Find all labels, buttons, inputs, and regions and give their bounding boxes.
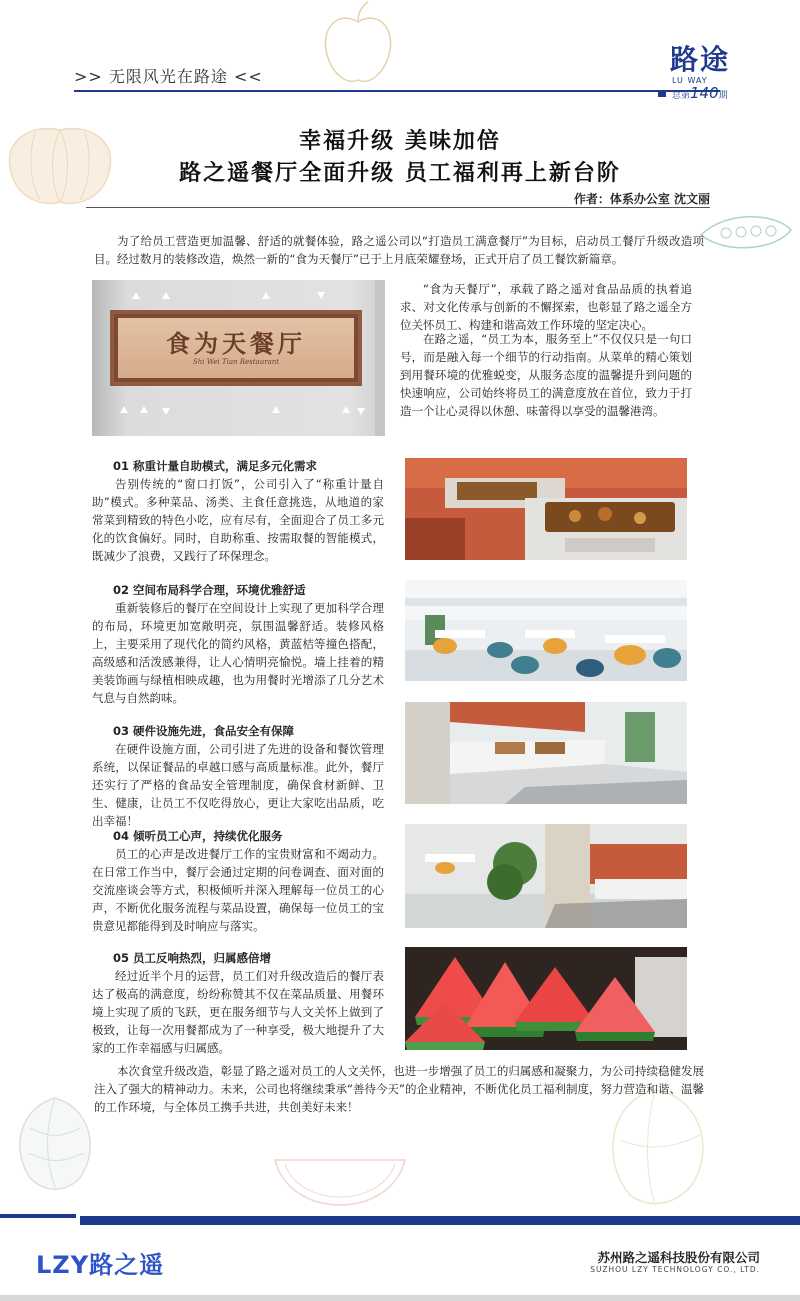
watermelon-sketch — [270, 1150, 410, 1220]
bottom-strip — [0, 1295, 800, 1301]
section-01-body: 告别传统的“窗口打饭”，公司引入了“称重计量自助”模式。多种菜品、汤类、主食任意挑选，从地道的家常菜到精致的特色小吃，应有尽有，全面迎合了员工多元化的饮食偏好。同时，自助称重、按需取餐的智能模式，既减少了浪费，又践行了环保理念。 — [92, 477, 384, 563]
article-title-line1: 幸福升级 美味加倍 — [299, 129, 501, 154]
dining-hall-plants-photo — [405, 824, 687, 928]
article-title-line2: 路之遥餐厅全面升级 员工福利再上新台阶 — [179, 161, 621, 186]
section-05-body: 经过近半个月的运营，员工们对升级改造后的餐厅表达了极高的满意度，纷纷称赞其不仅在菜品质量、用餐环境上实现了质的飞跃，更在服务细节与人文关怀上做到了极致，让每一次用餐都成为了一种享受，极大地提升了大家的工作幸福感与归属感。 — [92, 969, 384, 1055]
sign-english-name: Shi Wei Tian Restaurant — [192, 358, 280, 366]
section-02-body: 重新装修后的餐厅在空间设计上实现了更加科学合理的布局，环境更加宽敞明亮，氛围温馨舒适。装修风格上，主要采用了现代化的简约风格，黄蓝桔等撞色搭配，高级感和活泼感兼得，让人心情明亮愉悦。墙上挂着的精美装饰画与绿植相映成趣，也为用餐时光增添了几分艺术气息与自然韵味。 — [92, 601, 384, 705]
section-02-heading: 02 空间布局科学合理，环境优雅舒适 — [113, 583, 306, 597]
logo-accent-block — [658, 91, 666, 97]
dining-area-photo — [405, 580, 687, 681]
sign-chinese-name: 食为天餐厅 — [166, 329, 306, 358]
author-divider — [86, 207, 710, 208]
closing-paragraph: 本次食堂升级改造，彰显了路之遥对员工的人文关怀，也进一步增强了员工的归属感和凝聚力，为公司持续稳健发展注入了强大的精神动力。未来，公司也将继续秉承“善待今天”的企业精神，不断优化员工福利制度，努力营造和谐、温馨的工作环境，与全体员工携手共进，共创美好未来！ — [94, 1064, 704, 1114]
issue-prefix: 总第 — [672, 91, 691, 101]
magazine-logo-en: LU WAY — [672, 76, 708, 85]
sign-board — [110, 310, 362, 386]
issue-value: 140 — [690, 84, 719, 102]
right-paragraph-1: “食为天餐厅”，承载了路之遥对食品品质的执着追求、对文化传承与创新的不懈探索，也彰显了路之遥全方位关怀员工、构建和谐高效工作环境的坚定决心。 — [400, 282, 692, 332]
footer-bar — [80, 1216, 800, 1225]
section-05-heading: 05 员工反响热烈，归属感倍增 — [113, 951, 272, 965]
intro-paragraph: 为了给员工营造更加温馨、舒适的就餐体验，路之遥公司以“打造员工满意餐厅”为目标，启动员工餐厅升级改造项目。经过数月的装修改造，焕然一新的“食为天餐厅”已于上月底荣耀登场，正式开启了员工餐饮新篇章。 — [94, 234, 704, 266]
section-tag: >> 无限风光在路途 << — [74, 67, 263, 86]
peapod-sketch — [696, 205, 796, 275]
issue-suffix: 期 — [718, 91, 728, 101]
section-03-heading: 03 硬件设施先进，食品安全有保障 — [113, 724, 295, 738]
buffet-counter-photo — [405, 702, 687, 804]
company-name-en: SUZHOU LZY TECHNOLOGY CO., LTD. — [590, 1265, 760, 1274]
footer-accent-bar — [0, 1214, 76, 1218]
section-04-body: 员工的心声是改进餐厅工作的宝贵财富和不竭动力。在日常工作当中，餐厅会通过定期的问卷调查、面对面的交流座谈会等方式，积极倾听并深入理解每一位员工的心声，不断优化服务流程与菜品设置，确保每一位员工的宝贵意见都能得到及时响应与落实。 — [92, 847, 384, 933]
header-divider — [74, 90, 720, 92]
buffet-scale-photo — [405, 458, 687, 560]
company-name-cn: 苏州路之遥科技股份有限公司 — [597, 1250, 760, 1265]
restaurant-sign-photo — [92, 280, 385, 436]
article-author: 作者：体系办公室 沈文丽 — [573, 192, 710, 206]
watermelon-photo — [405, 947, 687, 1050]
section-01-heading: 01 称重计量自助模式，满足多元化需求 — [113, 459, 318, 473]
section-04-heading: 04 倾听员工心声，持续优化服务 — [113, 829, 283, 843]
issue-number — [672, 84, 728, 102]
magazine-logo — [652, 38, 744, 102]
right-paragraph-2: 在路之遥，“员工为本，服务至上”不仅仅只是一句口号，而是融入每一个细节的行动指南。从菜单的精心策划到用餐环境的优雅蜕变，从服务态度的温馨提升到问题的快速响应，公司始终将员工的满意度放在首位，致力于打造一个让心灵得以休憩、味蕾得以享受的温馨港湾。 — [400, 332, 692, 418]
magazine-logo-cn: 路途 — [670, 43, 731, 76]
company-logo: LZY路之遥 — [36, 1251, 165, 1279]
apple-sketch — [318, 0, 398, 90]
section-03-body: 在硬件设施方面，公司引进了先进的设备和餐饮管理系统，以保证餐品的卓越口感与高质量标准。此外，餐厅还实行了严格的食品安全管理制度，确保食材新鲜、卫生、健康，让员工不仅吃得放心，更让大家吃出品质，吃出幸福！ — [92, 742, 384, 828]
